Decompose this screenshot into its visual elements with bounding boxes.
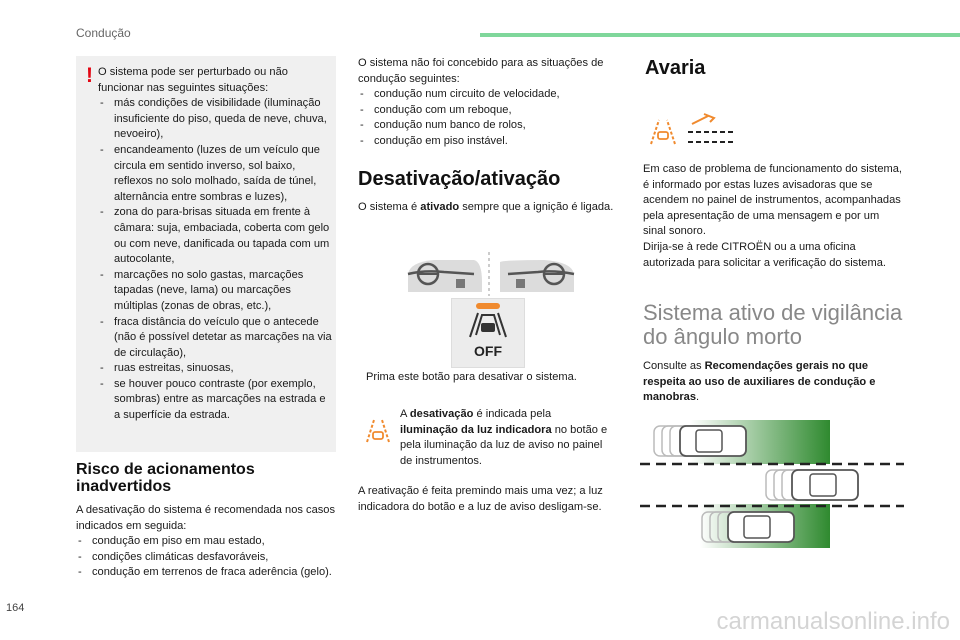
warning-exclamation-icon: ! [86, 64, 93, 87]
bold-run: iluminação da luz indicadora [400, 423, 552, 436]
text-run: no botão e pela iluminação da luz de aviso no painel de instrumentos. [400, 423, 608, 467]
lane-warning-lamp-icon [364, 418, 392, 444]
off-button-label: OFF [474, 343, 502, 359]
list-item: - más condições de visibilidade (iluminação insuficiente do piso, queda de neve, chuva, nevoeiro), [98, 96, 332, 143]
deactivation-note [400, 407, 610, 469]
risk-intro: A desativação do sistema é recomendada nos casos indicados em seguida: [76, 504, 336, 532]
blind-spot-text [643, 359, 905, 406]
reactivation-text: A reativação é feita premindo mais uma vez; a luz indicadora do botão e a luz de aviso desligam-se. [358, 485, 603, 513]
list-item: - fraca distância do veículo que o antecede (não é possível detetar as marcações na via de circulação), [98, 315, 332, 362]
text-run: . [696, 391, 700, 404]
list-item: - condução com um reboque, [358, 103, 620, 119]
list-item: - se houver pouco contraste (por exemplo, sombras) entre as marcações na estrada e a superfície da estrada. [98, 377, 332, 424]
risk-list [76, 534, 338, 581]
risk-heading: Risco de acionamentos inadvertidos [76, 461, 255, 495]
section-header: Condução [76, 26, 131, 40]
blind-spot-illustration [640, 418, 904, 552]
bold-run: ativado [420, 201, 460, 213]
bold-run: desativação [409, 408, 474, 420]
text-run: O sistema é [358, 201, 421, 213]
fault-heading: Avaria [645, 57, 706, 79]
warning-intro: O sistema pode ser perturbado ou não funcionar nas seguintes situações: [98, 66, 288, 94]
not-designed-text [358, 56, 620, 150]
not-designed-list [358, 87, 620, 149]
fault-paragraph: Dirija-se à rede CITROËN ou a uma oficina autorizada para solicitar a verificação do sistema. [643, 240, 886, 269]
dashboard-illustration [404, 252, 578, 300]
deactivation-heading: Desativação/ativação [358, 168, 561, 190]
bold-run: Recomendações gerais no que respeita ao uso de auxiliares de condução e manobras [643, 360, 876, 404]
list-item: - marcações no solo gastas, marcações tapadas (neve, lama) ou marcações múltiplas (zonas de obras, etc.), [98, 268, 332, 315]
lane-keep-off-button[interactable] [451, 298, 525, 368]
list-item: - encandeamento (luzes de um veículo que circula em sentido inverso, sol baixo, reflexos no solo molhado, saída de túnel, alternância entre sombras e luzes), [98, 143, 332, 205]
warning-box-text [98, 65, 332, 424]
watermark: carmanualsonline.info [716, 608, 950, 635]
list-item: - condução num banco de rolos, [358, 118, 620, 134]
fault-paragraph: Em caso de problema de funcionamento do sistema, é informado por estas luzes avisadoras que se acendem no painel de instrumentos, acompanhadas pela apresentação de uma mensagem e por um sinal sonoro. [643, 163, 902, 238]
text-run: sempre que a ignição é ligada. [459, 201, 614, 213]
fault-warning-icons [648, 112, 738, 148]
text-run: A [400, 408, 410, 420]
list-item: - condução em piso instável. [358, 134, 620, 150]
blind-spot-heading: Sistema ativo de vigilância do ângulo morto [643, 300, 903, 349]
page-number: 164 [6, 602, 25, 614]
text-run: Consulte as [643, 360, 705, 372]
list-item: - condução em terrenos de fraca aderência (gelo). [76, 565, 338, 581]
risk-text [76, 503, 338, 581]
warning-list [98, 96, 332, 423]
press-instruction [358, 370, 620, 386]
list-item: - ruas estreitas, sinuosas, [98, 361, 332, 377]
text-run: é indicada pela [473, 408, 552, 420]
press-text: Prima este botão para desativar o sistema. [366, 371, 577, 383]
not-designed-intro: O sistema não foi concebido para as situações de condução seguintes: [358, 57, 604, 85]
list-item: - zona do para-brisas situada em frente à câmara: suja, embaciada, coberta com gelo ou com neve, danificada ou tapada com um autocolante, [98, 205, 332, 267]
deactivation-paragraph [358, 200, 620, 216]
list-item: - condução em piso em mau estado, [76, 534, 338, 550]
list-item: - condução num circuito de velocidade, [358, 87, 620, 103]
fault-text [643, 162, 905, 271]
header-accent-line [480, 33, 960, 37]
list-item: - condições climáticas desfavoráveis, [76, 550, 338, 566]
